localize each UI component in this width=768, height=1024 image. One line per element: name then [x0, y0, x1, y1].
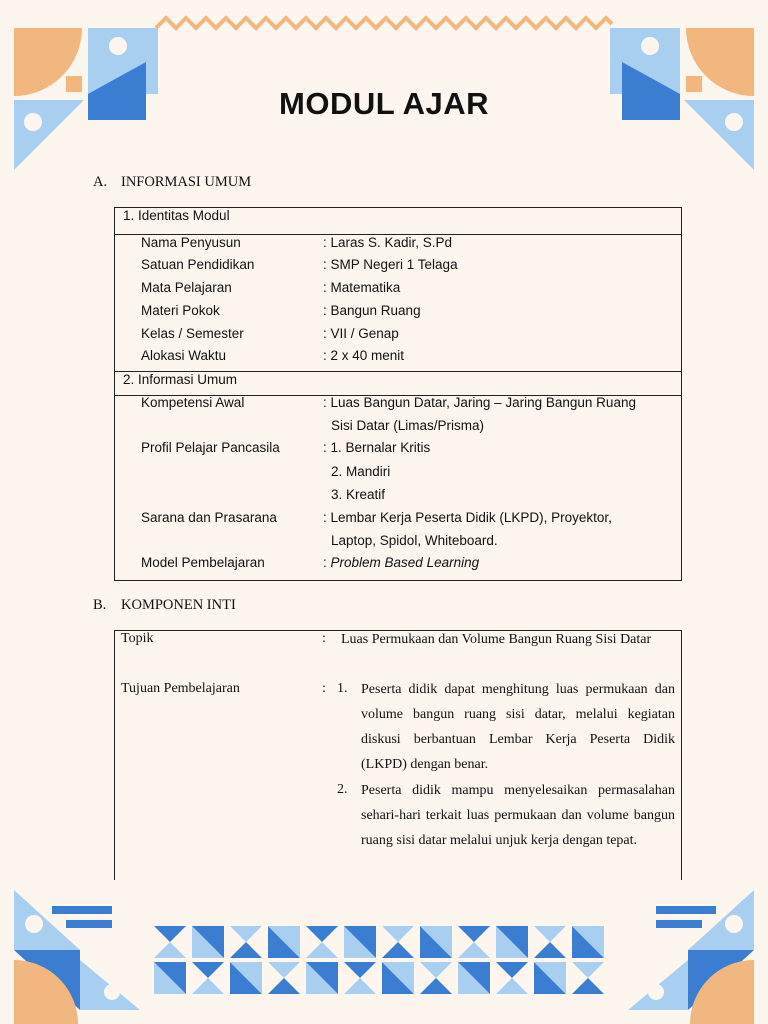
section-b-letter: B. [93, 597, 107, 613]
topik-label: Topik [121, 631, 154, 646]
row-value: 3. Kreatif [331, 487, 386, 502]
colon: : [322, 631, 326, 646]
row-label: Mata Pelajaran [141, 280, 232, 295]
row-label: Nama Penyusun [141, 235, 241, 250]
row-value [323, 555, 479, 570]
row-value: : Lembar Kerja Peserta Didik (LKPD), Proyektor, [323, 510, 612, 525]
row-label: Sarana dan Prasarana [141, 510, 277, 525]
row-value: : SMP Negeri 1 Telaga [323, 257, 458, 272]
info-table [114, 207, 682, 581]
list-number: 2. [337, 782, 348, 797]
section-b-title: KOMPONEN INTI [121, 597, 236, 613]
section-a-letter: A. [93, 174, 108, 190]
row-label: Model Pembelajaran [141, 555, 265, 570]
row-label: Materi Pokok [141, 303, 220, 318]
list-number: 1. [337, 681, 348, 696]
row-label: Profil Pelajar Pancasila [141, 440, 280, 455]
row-value: : Laras S. Kadir, S.Pd [323, 235, 453, 250]
identitas-heading: 1. Identitas Modul [123, 208, 230, 223]
topik-text: Luas Permukaan dan Volume Bangun Ruang Sisi Datar [341, 632, 652, 647]
row-value: 2. Mandiri [331, 464, 391, 479]
row-value: Laptop, Spidol, Whiteboard. [331, 533, 498, 548]
row-value: : VII / Genap [323, 326, 399, 341]
informasi-heading: 2. Informasi Umum [123, 372, 238, 387]
section-b-heading [93, 597, 236, 614]
row-value: : 1. Bernalar Kritis [323, 440, 431, 455]
row-label: Kompetensi Awal [141, 395, 245, 410]
tujuan-item: Peserta didik dapat menghitung luas permukaan dan volume bangun ruang sisi datar, melalui kegiatan diskusi berbantuan Lembar Kerja Peserta Didik (LKPD) dengan benar. [361, 682, 675, 772]
section-a-heading [93, 174, 251, 191]
row-value: : Matematika [323, 280, 401, 295]
row-value: : 2 x 40 menit [323, 348, 405, 363]
tujuan-label: Tujuan Pembelajaran [121, 681, 240, 696]
zigzag-ornament [156, 18, 612, 28]
row-value: : Luas Bangun Datar, Jaring – Jaring Bangun Ruang [323, 395, 636, 410]
row-label: Kelas / Semester [141, 326, 244, 341]
bottom-ornament [0, 880, 768, 1024]
row-label: Satuan Pendidikan [141, 257, 255, 272]
row-value: : Bangun Ruang [323, 303, 421, 318]
model-value: Problem Based Learning [330, 555, 480, 570]
row-label: Alokasi Waktu [141, 348, 227, 363]
section-a-title: INFORMASI UMUM [121, 174, 252, 190]
model-colon: : [323, 555, 331, 570]
colon: : [322, 681, 326, 696]
row-value: Sisi Datar (Limas/Prisma) [331, 418, 485, 433]
page-title: MODUL AJAR [279, 86, 489, 121]
tujuan-item: Peserta didik mampu menyelesaikan permasalahan sehari-hari terkait luas permukaan dan volume bangun ruang sisi datar melalui unjuk kerja dengan tepat. [361, 783, 675, 848]
